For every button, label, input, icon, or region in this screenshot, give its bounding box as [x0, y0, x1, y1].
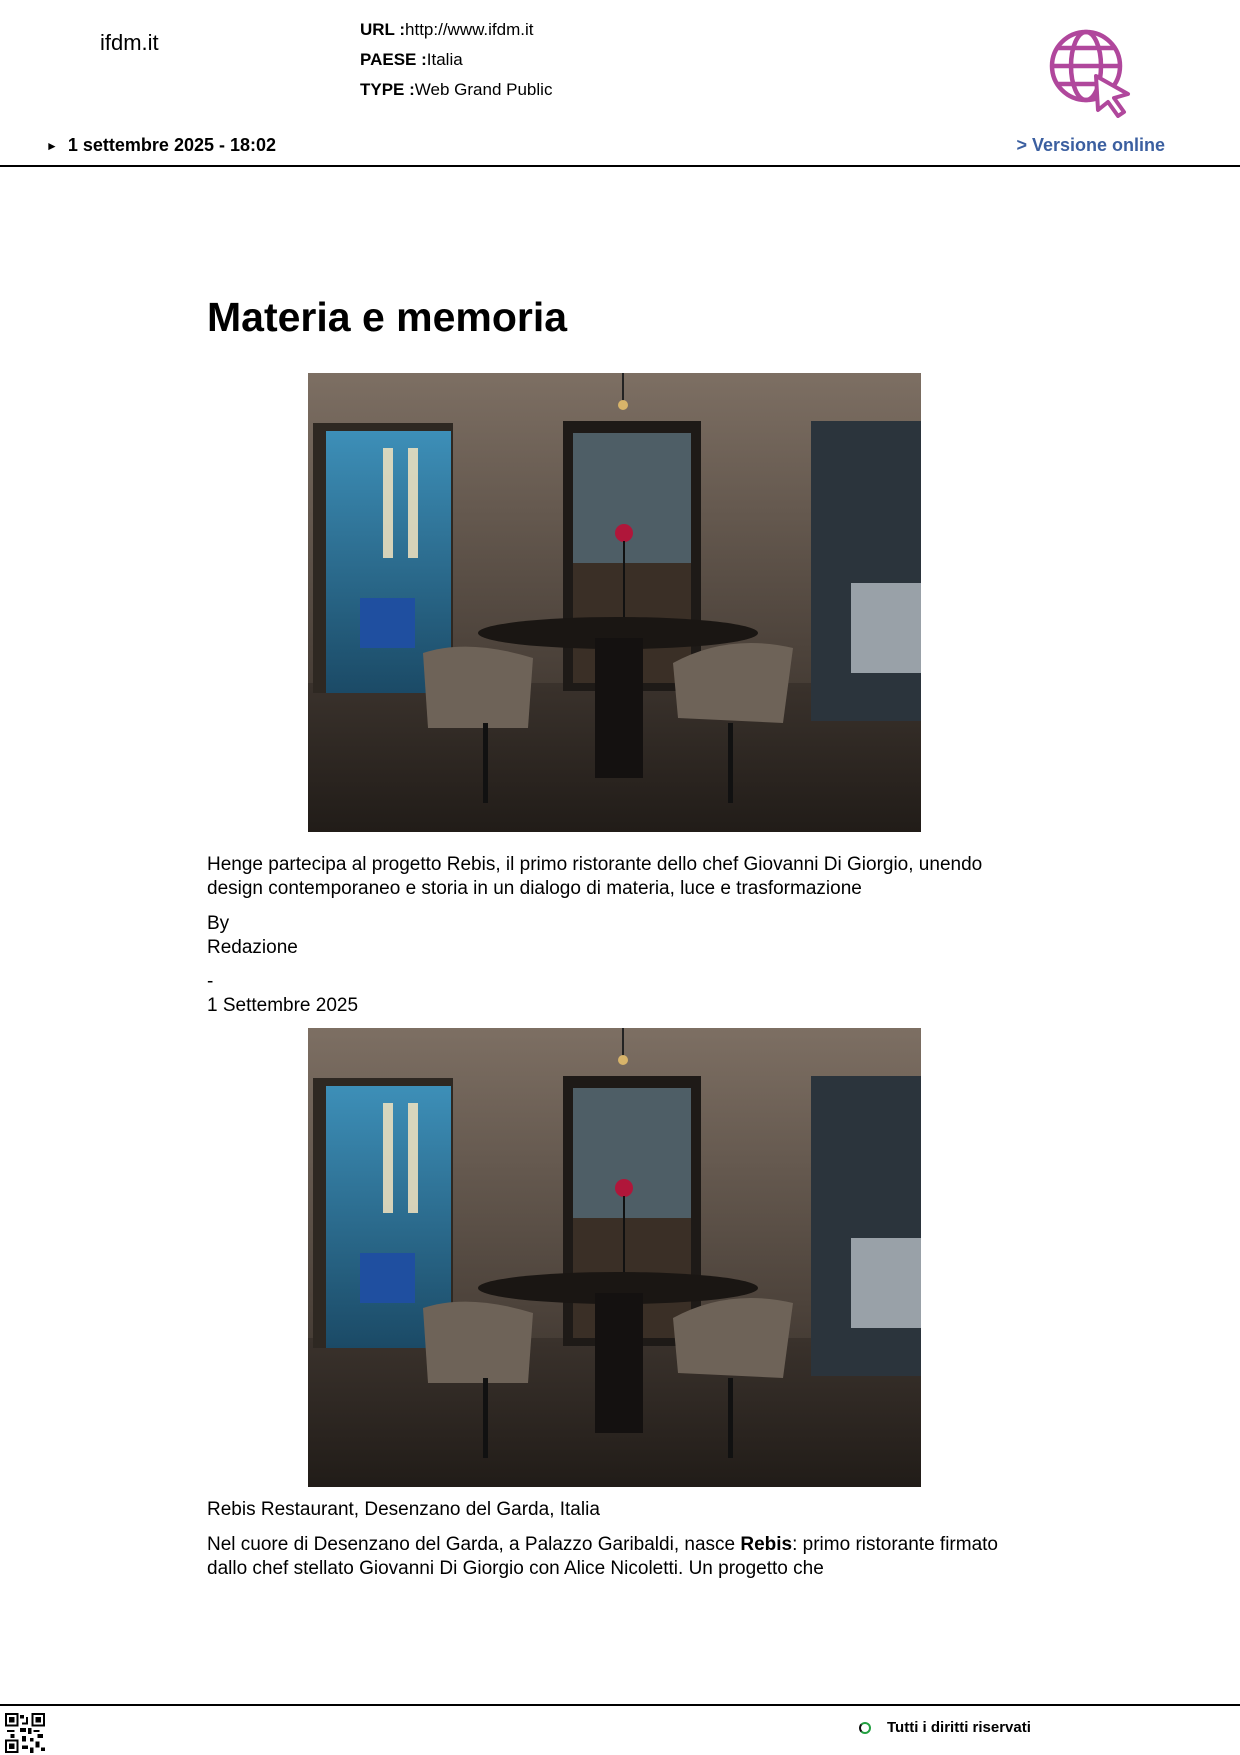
body-text-start: Nel cuore di Desenzano del Garda, a Palazzo Garibaldi, nasce	[207, 1534, 741, 1555]
article-photo	[308, 1028, 921, 1487]
play-arrow-icon: ►	[46, 138, 58, 153]
paese-value: Italia	[426, 50, 463, 69]
header-date: 1 settembre 2025 - 18:02	[67, 135, 277, 155]
url-value[interactable]: http://www.ifdm.it	[405, 20, 534, 39]
byline-label: By	[207, 913, 230, 934]
author-link[interactable]: Redazione	[207, 937, 298, 958]
date-line	[46, 135, 276, 156]
publish-date: 1 Settembre 2025	[207, 995, 359, 1016]
body-text-end: : primo ristorante firmato dallo chef stellato Giovanni Di Giorgio con Alice Nicoletti. Un progetto che	[207, 1534, 999, 1579]
article-title: Materia e memoria	[207, 294, 568, 340]
globe-cursor-icon	[1048, 28, 1134, 118]
type-value: Web Grand Public	[414, 80, 553, 99]
header-divider	[0, 165, 1240, 167]
paese-label: PAESE :	[360, 50, 427, 69]
url-label: URL :	[360, 20, 406, 39]
body-bold-name: Rebis	[740, 1534, 793, 1555]
footer-divider	[0, 1704, 1240, 1706]
qr-code-icon	[5, 1713, 45, 1753]
loading-circle-icon	[859, 1722, 871, 1734]
site-name: ifdm.it	[100, 30, 159, 55]
article-lead: Henge partecipa al progetto Rebis, il primo ristorante dello chef Giovanni Di Giorgio, unendo design contemporaneo e storia in un dialogo di materia, luce e trasformazione	[207, 854, 983, 899]
footer-copyright	[859, 1719, 1031, 1736]
meta-type	[360, 80, 552, 100]
online-version-link[interactable]: > Versione online	[1016, 135, 1165, 155]
article-photo	[308, 373, 921, 832]
copyright-text: Tutti i diritti riservati	[887, 1719, 1031, 1736]
photo-caption: Rebis Restaurant, Desenzano del Garda, Italia	[207, 1499, 600, 1520]
type-label: TYPE :	[360, 80, 415, 99]
byline-separator: -	[207, 971, 214, 992]
article-body	[207, 1533, 1037, 1581]
meta-paese	[360, 50, 463, 70]
meta-url	[360, 20, 534, 40]
